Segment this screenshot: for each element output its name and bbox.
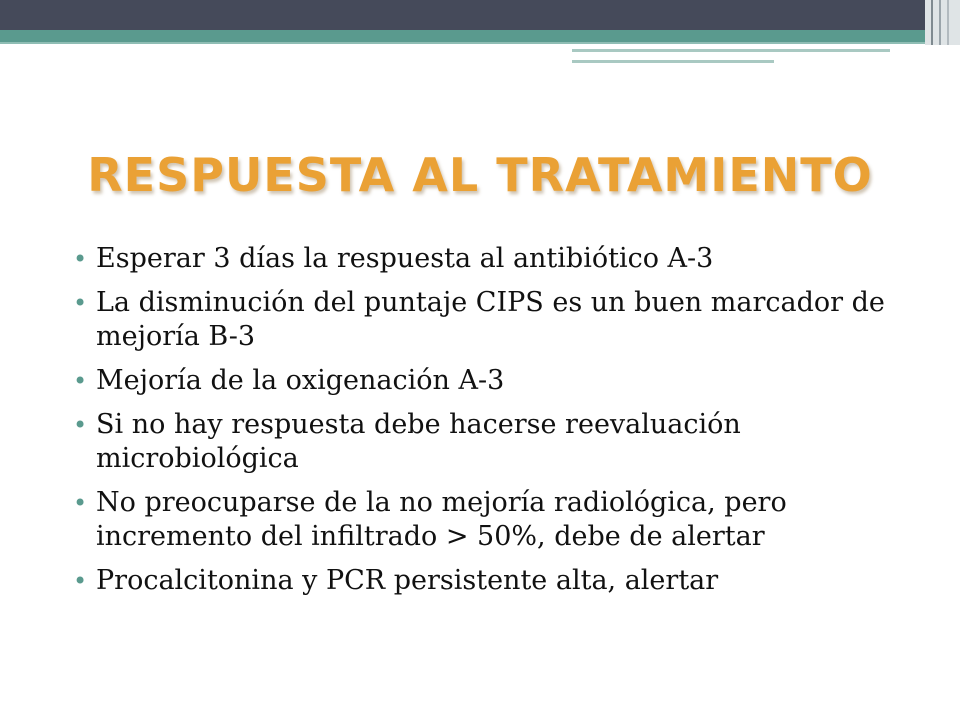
decorative-line-lower (572, 60, 774, 63)
bullet-dot-icon: • (73, 489, 88, 517)
corner-vertical-line (947, 0, 949, 45)
bullet-text: Esperar 3 días la respuesta al antibiótico A-3 (96, 243, 714, 274)
bullet-text: No preocuparse de la no mejoría radiológica, pero incremento del infiltrado > 50%, debe de alertar (96, 487, 787, 552)
bullet-item (70, 364, 890, 398)
bullet-text: Mejoría de la oxigenación A-3 (96, 365, 505, 396)
bullet-dot-icon: • (73, 245, 88, 273)
bullet-item (70, 286, 890, 354)
teal-thin-stripe (0, 42, 960, 44)
teal-accent-stripe (0, 30, 960, 42)
bullet-list (70, 242, 890, 608)
bullet-item (70, 242, 890, 276)
corner-decoration (925, 0, 960, 45)
bullet-dot-icon: • (73, 289, 88, 317)
decorative-line-upper (572, 49, 890, 52)
bullet-dot-icon: • (73, 367, 88, 395)
bullet-item (70, 486, 890, 554)
bullet-item (70, 408, 890, 476)
bullet-dot-icon: • (73, 567, 88, 595)
corner-vertical-line (939, 0, 941, 45)
bullet-item (70, 564, 890, 598)
bullet-text: Procalcitonina y PCR persistente alta, alertar (96, 565, 719, 596)
slide-title: RESPUESTA AL TRATAMIENTO (87, 148, 873, 202)
bullet-dot-icon: • (73, 411, 88, 439)
corner-vertical-line (931, 0, 933, 45)
bullet-text: La disminución del puntaje CIPS es un buen marcador de mejoría B-3 (96, 287, 885, 352)
top-decorative-bar (0, 0, 960, 30)
bullet-text: Si no hay respuesta debe hacerse reevaluación microbiológica (96, 409, 741, 474)
